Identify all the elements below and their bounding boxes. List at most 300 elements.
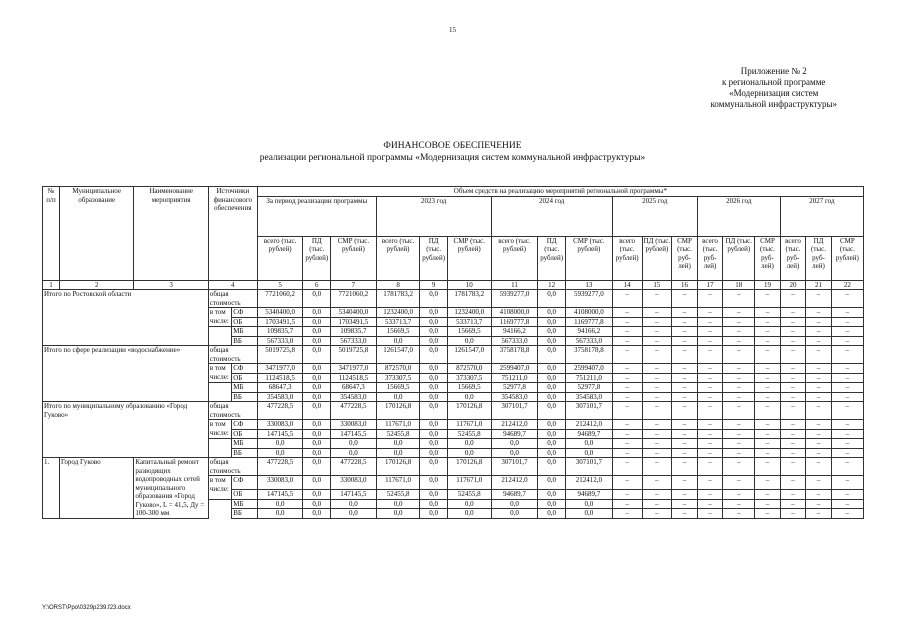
empty-value-dash: – [780, 346, 806, 364]
value-cell: 15669,5 [376, 327, 420, 337]
empty-value-dash: – [806, 448, 832, 458]
value-cell: 0,0 [538, 364, 566, 374]
empty-value-dash: – [831, 458, 863, 476]
empty-value-dash: – [755, 439, 781, 449]
value-cell: 0,0 [448, 448, 492, 458]
empty-value-dash: – [831, 364, 863, 374]
empty-value-dash: – [723, 499, 755, 509]
value-cell: 307101,7 [491, 458, 538, 476]
value-cell: 147145,5 [257, 429, 303, 439]
value-cell: 0,0 [303, 476, 331, 490]
empty-value-dash: – [672, 336, 698, 346]
empty-value-dash: – [642, 448, 672, 458]
empty-value-dash: – [672, 383, 698, 393]
source-code: МБ [232, 439, 258, 449]
header-municipality: Муниципальное образование [60, 187, 134, 281]
header-col-pd: ПД (тыс. рублей) [723, 236, 755, 280]
value-cell: 212412,0 [491, 476, 538, 490]
empty-value-dash: – [831, 308, 863, 318]
value-cell: 0,0 [303, 290, 331, 308]
empty-value-dash: – [780, 373, 806, 383]
value-cell: 4108000,0 [565, 308, 612, 318]
empty-value-dash: – [780, 439, 806, 449]
empty-value-dash: – [723, 364, 755, 374]
value-cell: 0,0 [331, 448, 377, 458]
source-code: СФ [232, 420, 258, 430]
source-code: МБ [232, 499, 258, 509]
value-cell: 567333,0 [565, 336, 612, 346]
value-cell: 0,0 [303, 336, 331, 346]
header-col-pd: ПД (тыс. рублей) [303, 236, 331, 280]
header-col-total: всего (тыс. руб-лей) [780, 236, 806, 280]
source-total-label: общая стоимость [208, 458, 257, 476]
empty-value-dash: – [642, 290, 672, 308]
empty-value-dash: – [612, 336, 642, 346]
empty-value-dash: – [642, 336, 672, 346]
column-number: 20 [780, 280, 806, 290]
empty-value-dash: – [723, 429, 755, 439]
empty-value-dash: – [806, 317, 832, 327]
empty-value-dash: – [697, 420, 723, 430]
empty-value-dash: – [642, 490, 672, 500]
value-cell: 5340400,0 [257, 308, 303, 318]
value-cell: 0,0 [376, 448, 420, 458]
empty-value-dash: – [723, 458, 755, 476]
value-cell: 0,0 [448, 499, 492, 509]
value-cell: 117671,0 [376, 420, 420, 430]
value-cell: 0,0 [420, 308, 448, 318]
empty-value-dash: – [642, 499, 672, 509]
empty-value-dash: – [755, 509, 781, 519]
empty-value-dash: – [697, 317, 723, 327]
value-cell: 0,0 [420, 383, 448, 393]
value-cell: 0,0 [376, 439, 420, 449]
empty-value-dash: – [780, 499, 806, 509]
value-cell: 0,0 [420, 392, 448, 402]
empty-value-dash: – [780, 383, 806, 393]
empty-value-dash: – [612, 392, 642, 402]
value-cell: 5340400,0 [331, 308, 377, 318]
value-cell: 3758178,8 [491, 346, 538, 364]
empty-value-dash: – [612, 290, 642, 308]
empty-value-dash: – [612, 402, 642, 420]
header-col-smr: СМР (тыс. руб-лей) [755, 236, 781, 280]
value-cell: 2599407,0 [565, 364, 612, 374]
value-cell: 0,0 [420, 490, 448, 500]
value-cell: 0,0 [565, 499, 612, 509]
source-code: ВБ [232, 448, 258, 458]
empty-value-dash: – [672, 364, 698, 374]
empty-value-dash: – [697, 439, 723, 449]
empty-value-dash: – [831, 439, 863, 449]
header-col-pd: ПД (тыс. руб-лей) [806, 236, 832, 280]
empty-value-dash: – [831, 327, 863, 337]
empty-value-dash: – [755, 476, 781, 490]
value-cell: 5019725,8 [257, 346, 303, 364]
empty-value-dash: – [755, 327, 781, 337]
source-spacer [208, 448, 231, 458]
value-cell: 15669,5 [448, 383, 492, 393]
row-number: 1. [43, 458, 60, 519]
value-cell: 0,0 [303, 346, 331, 364]
empty-value-dash: – [723, 420, 755, 430]
value-cell: 307101,7 [565, 402, 612, 420]
empty-value-dash: – [612, 383, 642, 393]
value-cell: 533713,7 [448, 317, 492, 327]
empty-value-dash: – [755, 290, 781, 308]
value-cell: 2599407,0 [491, 364, 538, 374]
empty-value-dash: – [780, 509, 806, 519]
source-code: ОБ [232, 429, 258, 439]
column-number: 14 [612, 280, 642, 290]
value-cell: 0,0 [491, 448, 538, 458]
empty-value-dash: – [723, 290, 755, 308]
value-cell: 170126,8 [448, 402, 492, 420]
column-number: 1 [43, 280, 60, 290]
finance-table-wrapper [42, 186, 864, 519]
empty-value-dash: – [755, 420, 781, 430]
empty-value-dash: – [806, 429, 832, 439]
value-cell: 68647,3 [331, 383, 377, 393]
value-cell: 1124518,5 [257, 373, 303, 383]
empty-value-dash: – [755, 402, 781, 420]
empty-value-dash: – [672, 290, 698, 308]
value-cell: 94166,2 [491, 327, 538, 337]
value-cell: 1703491,5 [331, 317, 377, 327]
value-cell: 0,0 [420, 373, 448, 383]
value-cell: 4108000,0 [491, 308, 538, 318]
value-cell: 0,0 [303, 509, 331, 519]
value-cell: 0,0 [420, 402, 448, 420]
empty-value-dash: – [723, 509, 755, 519]
empty-value-dash: – [806, 373, 832, 383]
finance-table [42, 186, 864, 519]
value-cell: 0,0 [538, 420, 566, 430]
value-cell: 0,0 [538, 392, 566, 402]
source-incl-label: в том числе: [208, 364, 231, 383]
value-cell: 0,0 [303, 317, 331, 327]
value-cell: 0,0 [303, 402, 331, 420]
appendix-line: Приложение № 2 [740, 66, 807, 76]
source-code: ВБ [232, 509, 258, 519]
empty-value-dash: – [612, 373, 642, 383]
empty-value-dash: – [672, 373, 698, 383]
value-cell: 0,0 [303, 364, 331, 374]
empty-value-dash: – [755, 392, 781, 402]
empty-value-dash: – [697, 402, 723, 420]
header-col-total: всего (тыс. рублей) [376, 236, 420, 280]
appendix-line: коммунальной инфраструктуры» [710, 99, 837, 109]
empty-value-dash: – [755, 458, 781, 476]
table-row [43, 458, 864, 476]
empty-value-dash: – [642, 420, 672, 430]
value-cell: 0,0 [538, 476, 566, 490]
value-cell: 0,0 [491, 509, 538, 519]
column-number: 15 [642, 280, 672, 290]
source-code: ОБ [232, 490, 258, 500]
empty-value-dash: – [642, 458, 672, 476]
value-cell: 94689,7 [491, 429, 538, 439]
empty-value-dash: – [831, 499, 863, 509]
empty-value-dash: – [755, 448, 781, 458]
empty-value-dash: – [612, 346, 642, 364]
value-cell: 0,0 [538, 308, 566, 318]
empty-value-dash: – [612, 327, 642, 337]
empty-value-dash: – [723, 346, 755, 364]
header-col-smr: СМР (тыс. рублей) [448, 236, 492, 280]
empty-value-dash: – [723, 392, 755, 402]
empty-value-dash: – [642, 308, 672, 318]
value-cell: 212412,0 [565, 476, 612, 490]
file-path-footer: Y:\ORST\Ppo\0329p239.f23.docx [42, 605, 131, 611]
empty-value-dash: – [831, 402, 863, 420]
value-cell: 0,0 [538, 499, 566, 509]
column-number: 3 [134, 280, 208, 290]
empty-value-dash: – [723, 448, 755, 458]
value-cell: 0,0 [491, 439, 538, 449]
value-cell: 1781783,2 [448, 290, 492, 308]
empty-value-dash: – [831, 290, 863, 308]
empty-value-dash: – [642, 346, 672, 364]
value-cell: 0,0 [538, 327, 566, 337]
header-year-2027: 2027 год [780, 196, 863, 236]
value-cell: 0,0 [448, 336, 492, 346]
source-code: ОБ [232, 373, 258, 383]
empty-value-dash: – [831, 429, 863, 439]
value-cell: 0,0 [303, 392, 331, 402]
value-cell: 1169777,8 [565, 317, 612, 327]
column-number: 8 [376, 280, 420, 290]
empty-value-dash: – [755, 336, 781, 346]
value-cell: 0,0 [376, 392, 420, 402]
column-number: 7 [331, 280, 377, 290]
header-year-2025: 2025 год [612, 196, 697, 236]
value-cell: 0,0 [538, 290, 566, 308]
empty-value-dash: – [755, 499, 781, 509]
value-cell: 0,0 [420, 458, 448, 476]
empty-value-dash: – [780, 490, 806, 500]
document-title [0, 140, 905, 164]
empty-value-dash: – [672, 308, 698, 318]
value-cell: 0,0 [491, 499, 538, 509]
value-cell: 0,0 [565, 448, 612, 458]
value-cell: 307101,7 [491, 402, 538, 420]
value-cell: 307101,7 [565, 458, 612, 476]
table-header [43, 187, 864, 290]
page-number: 15 [449, 26, 456, 34]
header-source: Источники финансового обеспечения [208, 187, 257, 281]
empty-value-dash: – [612, 429, 642, 439]
empty-value-dash: – [806, 308, 832, 318]
empty-value-dash: – [755, 490, 781, 500]
header-col-smr: СМР (тыс. рублей) [331, 236, 377, 280]
source-incl-label: в том числе: [208, 308, 231, 327]
table-row [43, 402, 864, 420]
value-cell: 147145,5 [331, 490, 377, 500]
value-cell: 0,0 [565, 509, 612, 519]
empty-value-dash: – [723, 439, 755, 449]
group-name: Итого по муниципальному образованию «Город Гуково» [43, 402, 209, 458]
empty-value-dash: – [672, 346, 698, 364]
empty-value-dash: – [806, 336, 832, 346]
empty-value-dash: – [672, 392, 698, 402]
source-code: ВБ [232, 336, 258, 346]
value-cell: 330083,0 [331, 420, 377, 430]
empty-value-dash: – [755, 317, 781, 327]
empty-value-dash: – [780, 429, 806, 439]
source-spacer [208, 499, 231, 509]
value-cell: 7721060,2 [331, 290, 377, 308]
empty-value-dash: – [831, 317, 863, 327]
value-cell: 0,0 [303, 490, 331, 500]
column-number: 12 [538, 280, 566, 290]
value-cell: 0,0 [538, 448, 566, 458]
value-cell: 0,0 [420, 327, 448, 337]
value-cell: 94166,2 [565, 327, 612, 337]
value-cell: 0,0 [538, 458, 566, 476]
value-cell: 0,0 [420, 509, 448, 519]
empty-value-dash: – [806, 346, 832, 364]
value-cell: 1232400,0 [376, 308, 420, 318]
value-cell: 52977,8 [491, 383, 538, 393]
source-spacer [208, 336, 231, 346]
table-body [43, 290, 864, 519]
source-spacer [208, 509, 231, 519]
empty-value-dash: – [612, 364, 642, 374]
empty-value-dash: – [697, 509, 723, 519]
value-cell: 52455,8 [448, 490, 492, 500]
value-cell: 567333,0 [257, 336, 303, 346]
column-number: 16 [672, 280, 698, 290]
empty-value-dash: – [612, 420, 642, 430]
empty-value-dash: – [806, 458, 832, 476]
title-line: ФИНАНСОВОЕ ОБЕСПЕЧЕНИЕ [383, 141, 522, 151]
value-cell: 52455,8 [376, 429, 420, 439]
value-cell: 147145,5 [331, 429, 377, 439]
source-spacer [208, 392, 231, 402]
value-cell: 52977,8 [565, 383, 612, 393]
column-number: 5 [257, 280, 303, 290]
source-code: СФ [232, 364, 258, 374]
value-cell: 0,0 [420, 364, 448, 374]
column-number: 9 [420, 280, 448, 290]
value-cell: 15669,5 [448, 327, 492, 337]
source-code: ОБ [232, 317, 258, 327]
empty-value-dash: – [642, 402, 672, 420]
subtitle-line: реализации региональной программы «Модернизация систем коммунальной инфраструктуры» [259, 153, 646, 163]
value-cell: 872570,0 [376, 364, 420, 374]
source-code: МБ [232, 383, 258, 393]
value-cell: 0,0 [303, 439, 331, 449]
value-cell: 0,0 [376, 336, 420, 346]
header-year-2026: 2026 год [697, 196, 780, 236]
value-cell: 0,0 [376, 499, 420, 509]
value-cell: 3471977,0 [257, 364, 303, 374]
value-cell: 212412,0 [565, 420, 612, 430]
empty-value-dash: – [806, 509, 832, 519]
value-cell: 0,0 [565, 439, 612, 449]
value-cell: 1703491,5 [257, 317, 303, 327]
value-cell: 0,0 [303, 458, 331, 476]
value-cell: 0,0 [420, 448, 448, 458]
empty-value-dash: – [755, 373, 781, 383]
value-cell: 0,0 [420, 429, 448, 439]
empty-value-dash: – [612, 317, 642, 327]
value-cell: 0,0 [420, 346, 448, 364]
column-number: 18 [723, 280, 755, 290]
empty-value-dash: – [806, 490, 832, 500]
empty-value-dash: – [780, 290, 806, 308]
value-cell: 94689,7 [491, 490, 538, 500]
empty-value-dash: – [780, 317, 806, 327]
value-cell: 751211,0 [491, 373, 538, 383]
empty-value-dash: – [806, 290, 832, 308]
empty-value-dash: – [697, 373, 723, 383]
value-cell: 1124518,5 [331, 373, 377, 383]
empty-value-dash: – [723, 402, 755, 420]
source-spacer [208, 327, 231, 337]
empty-value-dash: – [642, 383, 672, 393]
empty-value-dash: – [672, 448, 698, 458]
empty-value-dash: – [642, 392, 672, 402]
table-row [43, 346, 864, 364]
source-total-label: общая стоимость [208, 402, 257, 420]
value-cell: 0,0 [420, 290, 448, 308]
value-cell: 0,0 [303, 420, 331, 430]
empty-value-dash: – [672, 499, 698, 509]
column-number: 13 [565, 280, 612, 290]
value-cell: 52455,8 [448, 429, 492, 439]
empty-value-dash: – [755, 308, 781, 318]
header-col-total: всего (тыс. рублей) [491, 236, 538, 280]
empty-value-dash: – [697, 383, 723, 393]
source-code: СФ [232, 476, 258, 490]
column-number: 19 [755, 280, 781, 290]
empty-value-dash: – [723, 308, 755, 318]
source-code: ВБ [232, 392, 258, 402]
value-cell: 477228,5 [331, 402, 377, 420]
empty-value-dash: – [697, 429, 723, 439]
empty-value-dash: – [642, 439, 672, 449]
value-cell: 0,0 [257, 509, 303, 519]
empty-value-dash: – [697, 290, 723, 308]
value-cell: 373307,5 [376, 373, 420, 383]
source-incl-label: в том числе: [208, 476, 231, 500]
empty-value-dash: – [755, 429, 781, 439]
header-col-pd: ПД (тыс. рублей) [538, 236, 566, 280]
column-number: 22 [831, 280, 863, 290]
column-number: 10 [448, 280, 492, 290]
value-cell: 3758178,8 [565, 346, 612, 364]
value-cell: 354583,0 [331, 392, 377, 402]
empty-value-dash: – [672, 429, 698, 439]
header-col-total: всего (тыс. рублей) [257, 236, 303, 280]
municipality-name: Город Гуково [60, 458, 134, 519]
empty-value-dash: – [780, 458, 806, 476]
value-cell: 0,0 [538, 317, 566, 327]
empty-value-dash: – [612, 476, 642, 490]
value-cell: 477228,5 [257, 458, 303, 476]
empty-value-dash: – [612, 499, 642, 509]
value-cell: 533713,7 [376, 317, 420, 327]
empty-value-dash: – [672, 490, 698, 500]
empty-value-dash: – [780, 308, 806, 318]
value-cell: 0,0 [303, 499, 331, 509]
measure-name: Капитальный ремонт разводящих водопроводных сетей муниципального образования «Город Гуково», L = 41,5, Ду = 100-300 мм [134, 458, 208, 519]
value-cell: 15669,5 [376, 383, 420, 393]
empty-value-dash: – [672, 420, 698, 430]
value-cell: 330083,0 [257, 420, 303, 430]
